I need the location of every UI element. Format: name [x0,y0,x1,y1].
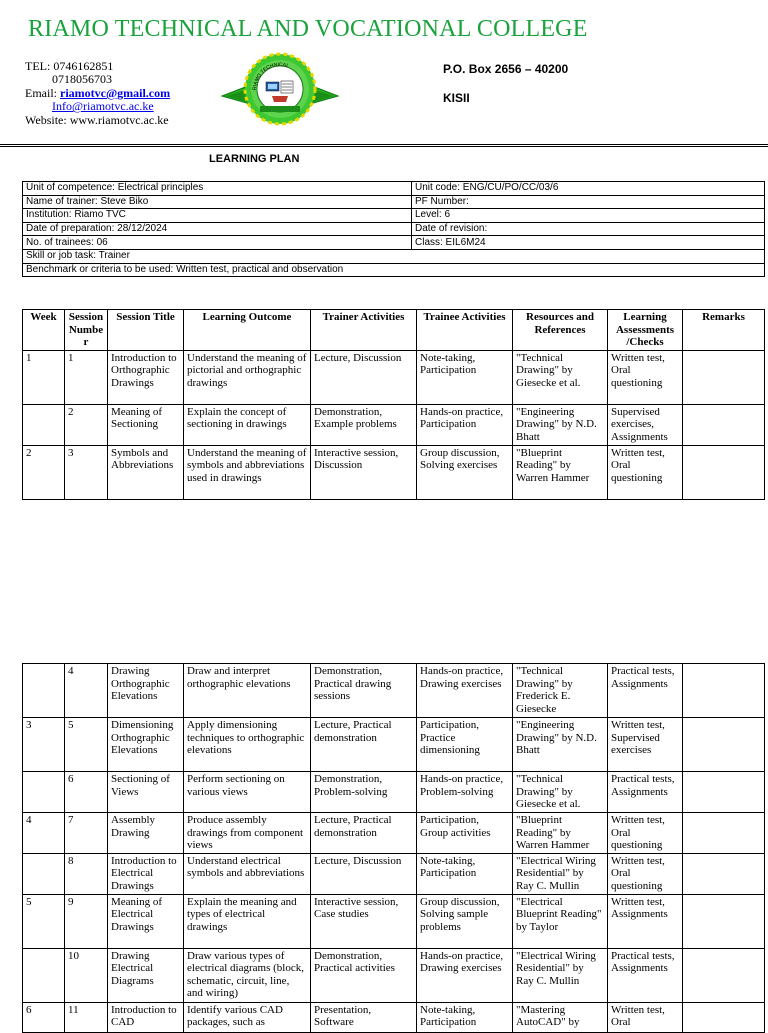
cell-session-title: Sectioning of Views [108,772,184,813]
table-row [23,664,765,718]
cell-session-title: Meaning of Electrical Drawings [108,894,184,948]
column-header-learning-outcome: Learning Outcome [184,310,311,351]
cell-assessments: Practical tests, Assignments [608,948,683,1002]
cell-resources: "Electrical Wiring Residential" by Ray C. Mullin [513,948,608,1002]
info-row [23,249,765,263]
town: KISII [443,91,470,105]
cell-trainee-activities: Hands-on practice, Drawing exercises [417,948,513,1002]
table-row [23,853,765,894]
table-row [23,445,765,499]
cell-remarks [683,894,765,948]
cell-learning-outcome: Understand the meaning of symbols and abbreviations used in drawings [184,445,311,499]
cell-learning-outcome: Explain the meaning and types of electrical drawings [184,894,311,948]
cell-assessments: Written test, Assignments [608,894,683,948]
date-of-preparation: Date of preparation: 28/12/2024 [23,222,412,236]
cell-session-number: 9 [65,894,108,948]
header-divider [0,144,768,147]
column-header-resources: Resources and References [513,310,608,351]
column-header-assessments: Learning Assessments /Checks [608,310,683,351]
cell-session-number: 4 [65,664,108,718]
table-row [23,772,765,813]
email-label: Email: [25,85,60,100]
cell-trainer-activities: Lecture, Practical demonstration [311,718,417,772]
cell-remarks [683,1002,765,1032]
cell-session-title: Introduction to Orthographic Drawings [108,350,184,404]
info-row [23,182,765,196]
cell-session-number: 1 [65,350,108,404]
cell-learning-outcome: Produce assembly drawings from component views [184,813,311,854]
college-logo [220,52,340,126]
cell-trainee-activities: Group discussion, Solving exercises [417,445,513,499]
table-row [23,404,765,445]
table-row [23,1002,765,1032]
cell-learning-outcome: Apply dimensioning techniques to orthographic elevations [184,718,311,772]
cell-learning-outcome: Understand electrical symbols and abbreviations [184,853,311,894]
column-header-trainee-activities: Trainee Activities [417,310,513,351]
cell-trainer-activities: Demonstration, Practical activities [311,948,417,1002]
cell-assessments: Written test, Supervised exercises [608,718,683,772]
cell-session-number: 2 [65,404,108,445]
unit-code: Unit code: ENG/CU/PO/CC/03/6 [412,182,765,196]
cell-learning-outcome: Draw various types of electrical diagrams (block, schematic, circuit, line, and wiring) [184,948,311,1002]
column-header-session-title: Session Title [108,310,184,351]
cell-session-number: 3 [65,445,108,499]
column-header-trainer-activities: Trainer Activities [311,310,417,351]
cell-remarks [683,853,765,894]
document-title: LEARNING PLAN [209,153,300,165]
cell-trainee-activities: Note-taking, Participation [417,350,513,404]
cell-trainee-activities: Participation, Group activities [417,813,513,854]
cell-remarks [683,813,765,854]
no-of-trainees: No. of trainees: 06 [23,236,412,250]
column-header-week: Week [23,310,65,351]
cell-trainer-activities: Lecture, Discussion [311,350,417,404]
info-table [22,181,765,277]
email-link-2[interactable]: Info@riamotvc.ac.ke [52,99,154,114]
cell-session-title: Drawing Electrical Diagrams [108,948,184,1002]
cell-trainer-activities: Demonstration, Problem-solving [311,772,417,813]
cell-trainer-activities: Demonstration, Example problems [311,404,417,445]
cell-session-number: 7 [65,813,108,854]
column-header-session-number: Session Number [65,310,108,351]
table-header-row [23,310,765,351]
telephone: TEL: 0746162851 [25,59,114,73]
cell-learning-outcome: Identify various CAD packages, such as [184,1002,311,1032]
cell-trainee-activities: Hands-on practice, Drawing exercises [417,664,513,718]
cell-week: 6 [23,1002,65,1032]
cell-resources: "Technical Drawing" by Giesecke et al. [513,350,608,404]
cell-trainer-activities: Demonstration, Practical drawing sessions [311,664,417,718]
cell-remarks [683,718,765,772]
cell-session-number: 11 [65,1002,108,1032]
cell-trainee-activities: Hands-on practice, Participation [417,404,513,445]
po-box: P.O. Box 2656 – 40200 [443,62,569,76]
cell-week [23,664,65,718]
cell-learning-outcome: Understand the meaning of pictorial and orthographic drawings [184,350,311,404]
cell-remarks [683,445,765,499]
cell-remarks [683,772,765,813]
cell-resources: "Mastering AutoCAD" by [513,1002,608,1032]
cell-learning-outcome: Draw and interpret orthographic elevations [184,664,311,718]
table-row [23,948,765,1002]
cell-week: 4 [23,813,65,854]
cell-trainee-activities: Group discussion, Solving sample problems [417,894,513,948]
cell-session-title: Introduction to CAD [108,1002,184,1032]
website: Website: www.riamotvc.ac.ke [25,112,169,127]
cell-session-number: 10 [65,948,108,1002]
cell-assessments: Supervised exercises, Assignments [608,404,683,445]
info-row [23,222,765,236]
cell-assessments: Written test, Oral [608,1002,683,1032]
cell-trainee-activities: Hands-on practice, Problem-solving [417,772,513,813]
cell-trainer-activities: Presentation, Software [311,1002,417,1032]
cell-week [23,853,65,894]
unit-of-competence: Unit of competence: Electrical principles [23,182,412,196]
cell-assessments: Written test, Oral questioning [608,445,683,499]
cell-assessments: Practical tests, Assignments [608,772,683,813]
email-line [25,87,170,100]
college-name: RIAMO TECHNICAL AND VOCATIONAL COLLEGE [28,16,588,42]
cell-week: 1 [23,350,65,404]
cell-session-title: Dimensioning Orthographic Elevations [108,718,184,772]
cell-trainee-activities: Participation, Practice dimensioning [417,718,513,772]
cell-resources: "Technical Drawing" by Giesecke et al. [513,772,608,813]
skill-or-job-task: Skill or job task: Trainer [23,249,765,263]
cell-week [23,404,65,445]
email-line-2 [25,100,170,113]
table-row [23,350,765,404]
cell-week [23,772,65,813]
cell-week: 3 [23,718,65,772]
cell-resources: "Technical Drawing" by Frederick E. Giesecke [513,664,608,718]
cell-assessments: Written test, Oral questioning [608,813,683,854]
address-block [443,62,568,120]
cell-assessments: Written test, Oral questioning [608,350,683,404]
cell-session-title: Meaning of Sectioning [108,404,184,445]
cell-trainer-activities: Lecture, Practical demonstration [311,813,417,854]
cell-session-title: Drawing Orthographic Elevations [108,664,184,718]
telephone-2: 0718056703 [52,72,112,87]
column-header-remarks: Remarks [683,310,765,351]
cell-resources: "Engineering Drawing" by N.D. Bhatt [513,718,608,772]
cell-trainee-activities: Note-taking, Participation [417,853,513,894]
cell-session-number: 6 [65,772,108,813]
email-link-1[interactable]: riamotvc@gmail.com [60,85,171,100]
trainer-name: Name of trainer: Steve Biko [23,195,412,209]
learning-plan-table-page-1 [22,309,765,500]
class: Class: EIL6M24 [412,236,765,250]
pf-number: PF Number: [412,195,765,209]
cell-remarks [683,404,765,445]
table-row [23,894,765,948]
learning-plan-table-page-2 [22,663,765,1033]
cell-resources: "Engineering Drawing" by N.D. Bhatt [513,404,608,445]
info-row [23,263,765,277]
logo-text: RIAMO TECHNICAL [251,61,290,91]
cell-remarks [683,948,765,1002]
cell-trainer-activities: Interactive session, Case studies [311,894,417,948]
institution: Institution: Riamo TVC [23,209,412,223]
table-row [23,718,765,772]
cell-remarks [683,350,765,404]
date-of-revision: Date of revision: [412,222,765,236]
cell-session-title: Introduction to Electrical Drawings [108,853,184,894]
contact-block [25,60,170,127]
info-row [23,195,765,209]
cell-session-title: Symbols and Abbreviations [108,445,184,499]
cell-assessments: Practical tests, Assignments [608,664,683,718]
cell-learning-outcome: Explain the concept of sectioning in drawings [184,404,311,445]
cell-week: 2 [23,445,65,499]
cell-trainee-activities: Note-taking, Participation [417,1002,513,1032]
benchmark: Benchmark or criteria to be used: Written test, practical and observation [23,263,765,277]
cell-week [23,948,65,1002]
info-row [23,236,765,250]
cell-trainer-activities: Interactive session, Discussion [311,445,417,499]
cell-remarks [683,664,765,718]
cell-trainer-activities: Lecture, Discussion [311,853,417,894]
cell-session-title: Assembly Drawing [108,813,184,854]
cell-session-number: 8 [65,853,108,894]
cell-resources: "Blueprint Reading" by Warren Hammer [513,813,608,854]
cell-session-number: 5 [65,718,108,772]
info-row [23,209,765,223]
cell-week: 5 [23,894,65,948]
level: Level: 6 [412,209,765,223]
cell-resources: "Blueprint Reading" by Warren Hammer [513,445,608,499]
table-row [23,813,765,854]
cell-resources: "Electrical Wiring Residential" by Ray C. Mullin [513,853,608,894]
cell-learning-outcome: Perform sectioning on various views [184,772,311,813]
cell-assessments: Written test, Oral questioning [608,853,683,894]
cell-resources: "Electrical Blueprint Reading" by Taylor [513,894,608,948]
